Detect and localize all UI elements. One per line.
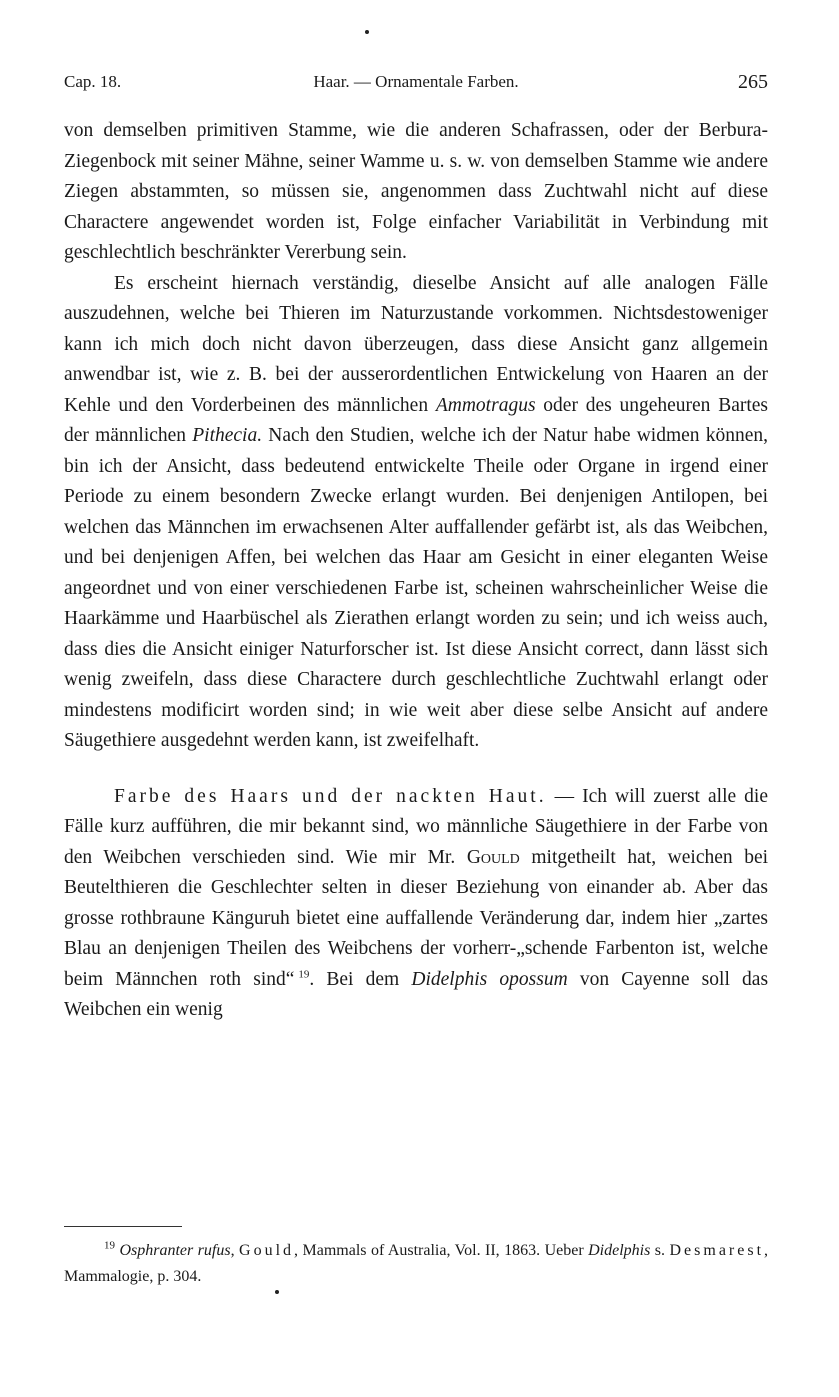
running-title: Haar. — Ornamentale Farben. — [313, 72, 519, 91]
genus-pithecia: Pithecia. — [192, 425, 263, 446]
paragraph-1 — [64, 116, 768, 269]
footnote-text-1: , Mammals of Australia, Vol. II, 1863. Ueber — [294, 1242, 584, 1259]
species-didelphis-opossum: Didelphis opossum — [411, 968, 568, 990]
paragraph-3 — [64, 782, 768, 1026]
genus-ammotragus: Ammotragus — [435, 394, 536, 416]
running-header — [64, 70, 768, 94]
paragraph-2 — [64, 269, 768, 757]
footnote-number: 19 — [104, 1239, 115, 1252]
footnote — [64, 1238, 768, 1290]
p3-part1: — Ich will zuerst alle die Fälle kurz aufführen, die mir bekannt sind, wo männliche Säugethiere in der Farbe von den Weibchen verschieden sind. Wie mir Mr. — [64, 785, 768, 868]
p2-part2: oder des ungeheuren Bartes der männlichen — [64, 394, 769, 446]
footnote-19: $^{19}$ Osphranter rufus, Gould, Mammals of Australia, Vol. II, 1863. Ueber Didelphis s. Desmarest, Mammalogie, p. 304. — [64, 1239, 769, 1285]
print-mark-bottom — [275, 1290, 279, 1294]
main-text — [64, 116, 768, 1026]
paragraph-1-text: von demselben primitiven Stamme, wie die anderen Schafrassen, oder der Berbura-Ziegenbock mit seiner Mähne, seiner Wamme u. s. w. von demselben Stamme wie andere Ziegen abstammten, so müssen sie, angenommen dass Zuchtwahl nicht auf diese Charactere angewendet worden ist, Folge einfacher Variabilität in Verbindung mit geschlechtlich beschränkter Vererbung sein. — [64, 120, 768, 263]
footnote-species: Osphranter rufus — [119, 1242, 231, 1259]
chapter-label: Cap. 18. — [64, 72, 122, 91]
p3-part2: mitgetheilt hat, weichen bei Beutelthieren die Geschlechter selten in dieser Beziehung von einander ab. Aber das grosse rothbraune Känguruh bietet eine auffallende Veränderung dar, indem hier „zartes Blau an denjenigen Theilen des Weibchens der vorherr-„schende Farbenton ist, welche beim Männchen roth sind“ — [64, 846, 769, 990]
footnote-text-3: , Mammalogie, p. 304. — [64, 1242, 769, 1285]
p3-part4: von Cayenne soll das Weibchen ein wenig — [64, 968, 769, 1020]
footnote-genus: Didelphis — [588, 1242, 651, 1259]
p2-part1: Es erscheint hiernach verständig, dieselbe Ansicht auf alle analogen Fälle auszudehnen, welche bei Thieren im Naturzustande vorkommen. Nichtsdestoweniger kann ich mich doch nicht davon überzeugen, dass diese Ansicht ganz allgemein anwendbar ist, wie z. B. bei der ausserordentlichen Entwickelung von Haaren an der Kehle und den Vorderbeinen des männlichen — [64, 272, 768, 416]
page-number: 265 — [738, 71, 768, 93]
footnote-text-2: s. — [654, 1242, 666, 1259]
p2-part3: Nach den Studien, welche ich der Natur habe widmen können, bin ich der Ansicht, dass bedeutend entwickelte Theile oder Organe in irgend einer Periode zu einem besondern Zwecke erlangt wurden. Bei denjenigen Antilopen, bei welchen das Männchen im erwachsenen Alter auffallender gefärbt ist, als das Weibchen, und bei denjenigen Affen, bei welchen das Haar am Gesicht in einer eleganten Weise angeordnet und von einer verschiedenen Farbe ist, scheinen wahrscheinlicher Weise die Haarkämme und Haarbüschel als Zierathen erlangt worden zu sein; und ich weiss auch, dass dies die Ansicht einiger Naturforscher ist. Ist diese Ansicht correct, dann lässt sich wenig zweifeln, dass diese Charactere durch geschlechtliche Zuchtwahl erlangt oder mindestens modificirt worden sind; in wie weit aber diese selbe Ansicht auf andere Säugethiere ausgedehnt werden kann, ist zweifelhaft. — [64, 425, 768, 751]
footnote-author-gould: Gould — [239, 1242, 295, 1259]
footnote-ref: 19 — [298, 968, 310, 980]
footnote-author-desmarest: Desmarest — [669, 1242, 765, 1259]
footnote-rule — [64, 1226, 182, 1227]
author-gould: Gould — [466, 846, 520, 868]
print-mark-top — [365, 30, 369, 34]
section-heading: Farbe des Haars und der nackten Haut. — [114, 785, 547, 807]
p3-part3: . Bei dem — [309, 968, 400, 990]
